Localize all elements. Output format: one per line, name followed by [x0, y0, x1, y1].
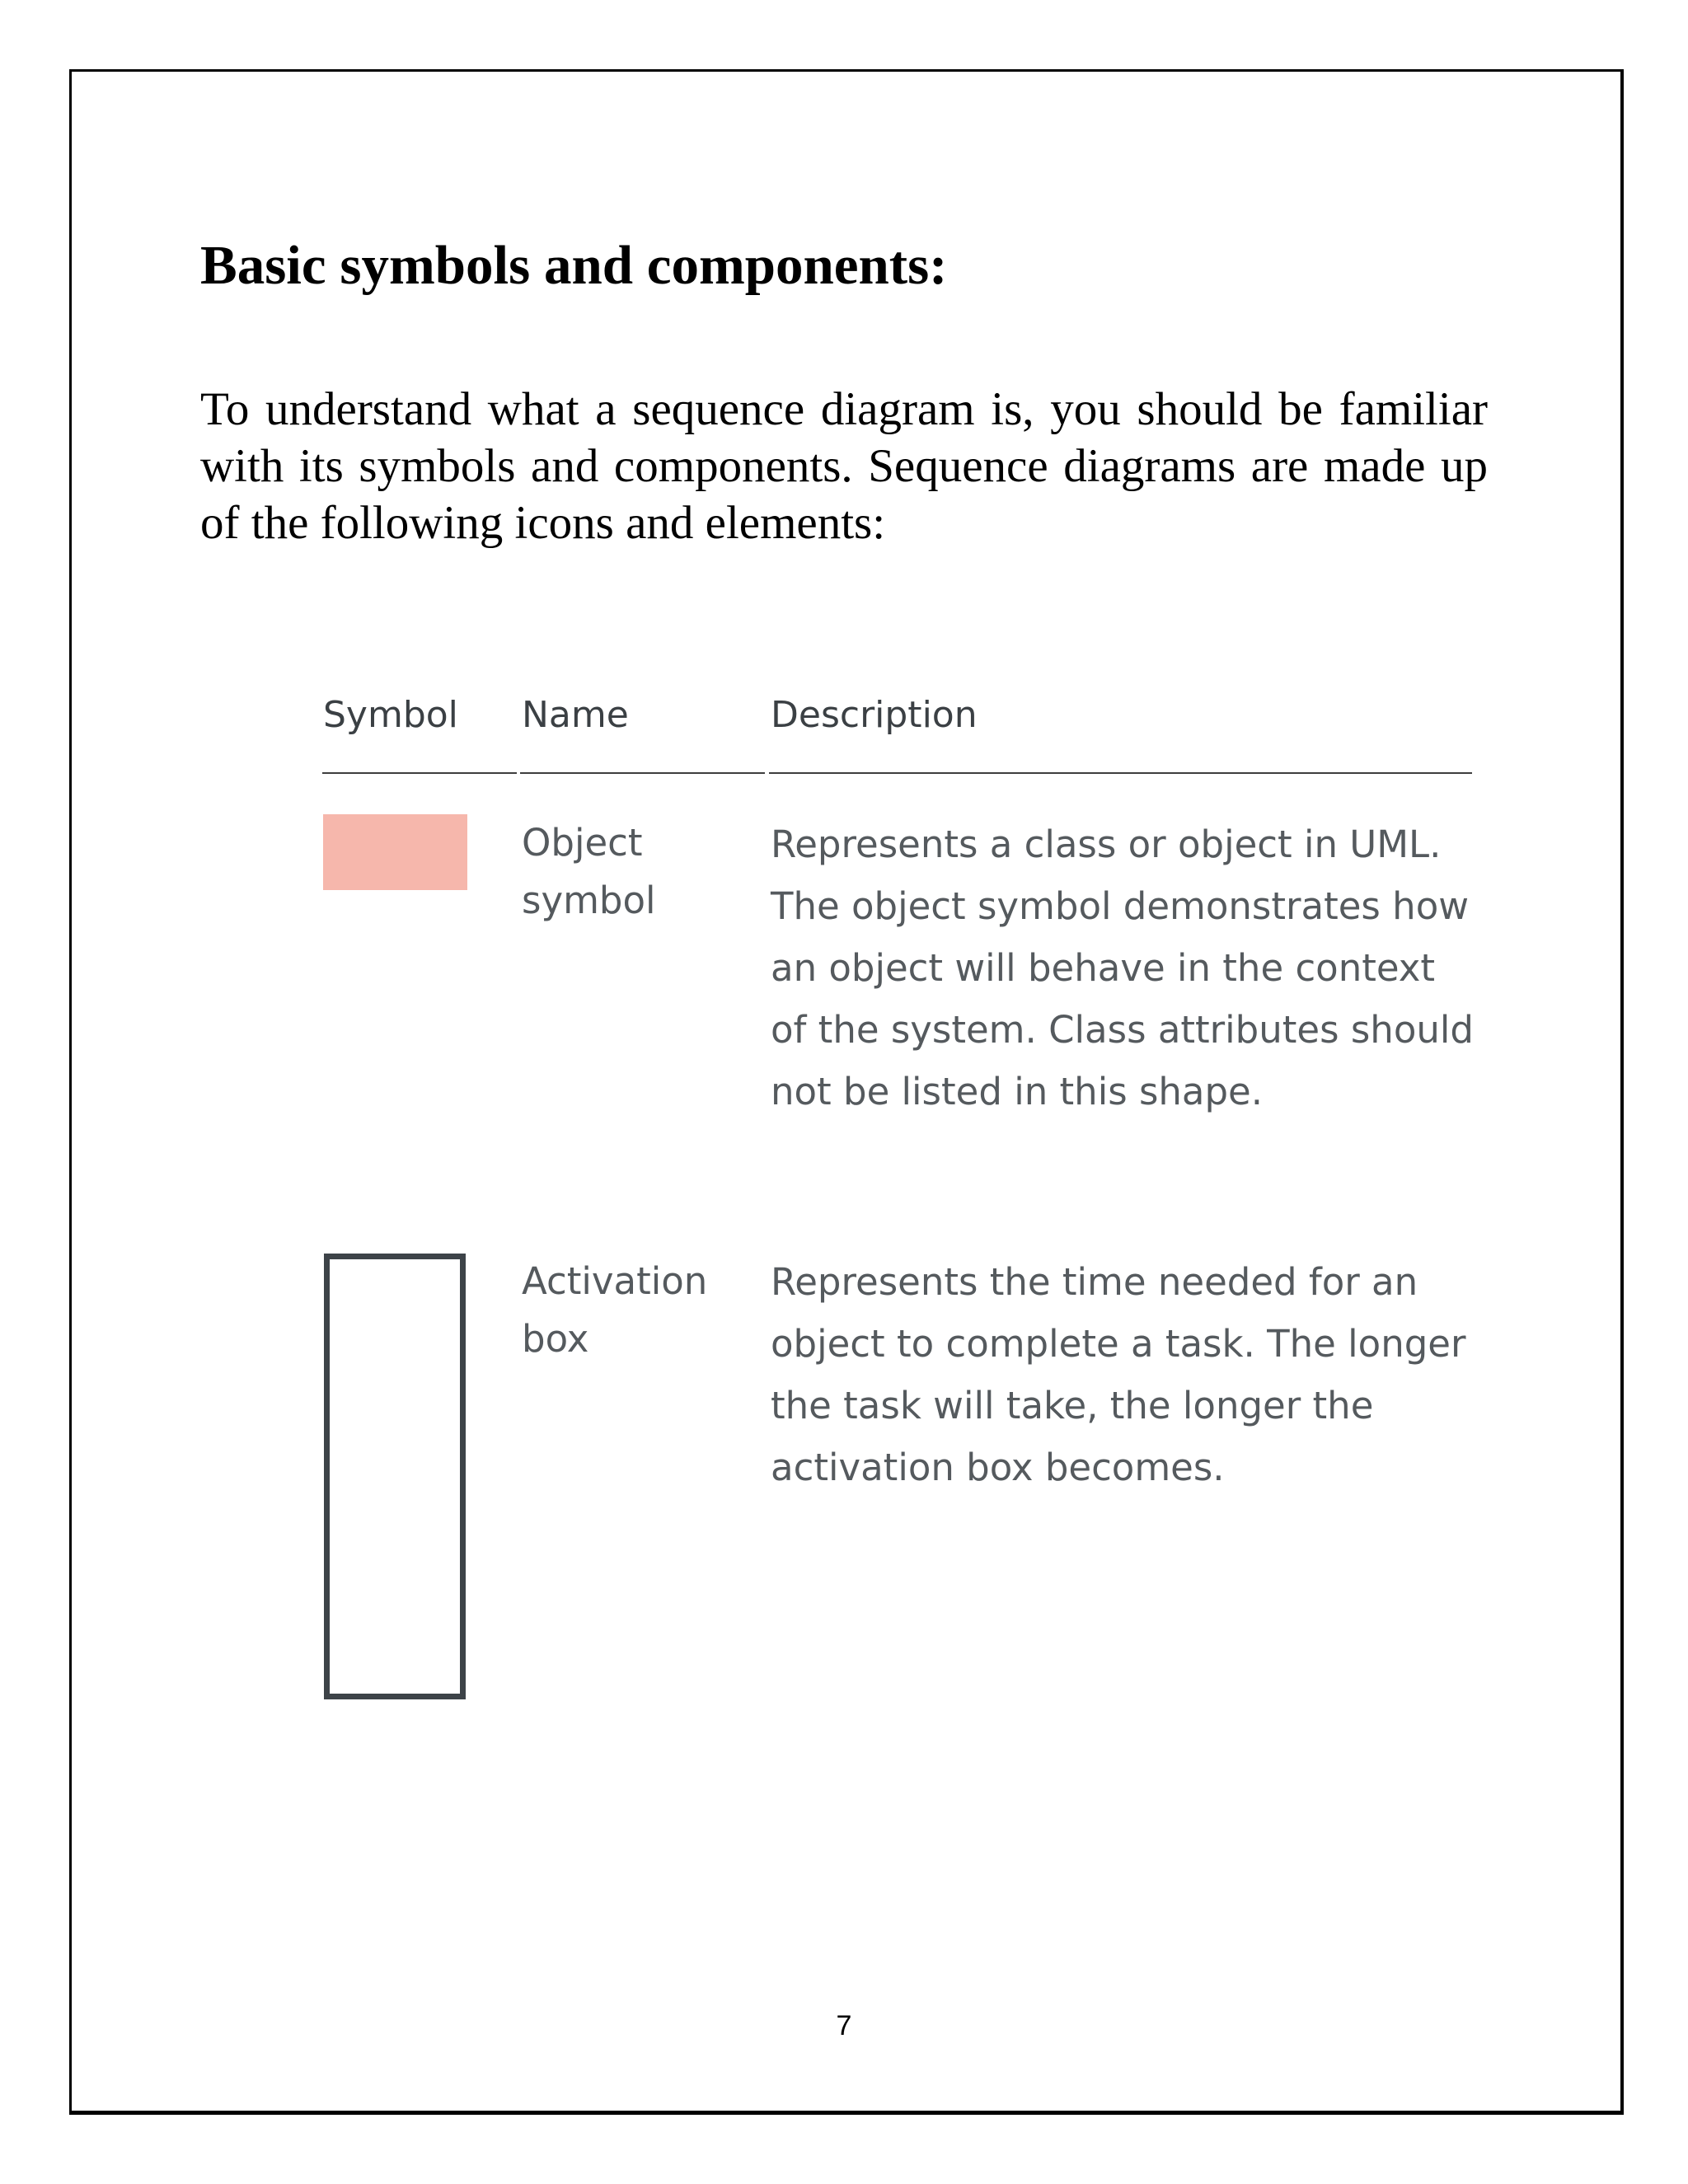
header-divider-description	[769, 772, 1472, 774]
header-divider-name	[520, 772, 765, 774]
header-divider-symbol	[322, 772, 517, 774]
row-name: Activation box	[522, 1259, 708, 1361]
intro-paragraph: To understand what a sequence diagram is, you should be familiar with its symbols and components. Sequence diagrams are made up of the following icons and elements:	[200, 383, 1488, 549]
page-number: 7	[836, 2010, 852, 2041]
row-description: Represents a class or object in UML. The object symbol demonstrates how an object will behave in the context of the system. Class attributes should not be listed in this shape.	[771, 823, 1474, 1113]
object-symbol-icon	[323, 814, 467, 890]
column-header-description: Description	[771, 694, 978, 736]
section-heading: Basic symbols and components:	[200, 235, 948, 296]
row-name: Object symbol	[522, 821, 656, 922]
column-header-name: Name	[522, 694, 629, 736]
activation-box-icon	[324, 1254, 466, 1699]
column-header-symbol: Symbol	[323, 694, 458, 736]
row-description: Represents the time needed for an object to complete a task. The longer the task will take, the longer the activation box becomes.	[771, 1260, 1466, 1489]
